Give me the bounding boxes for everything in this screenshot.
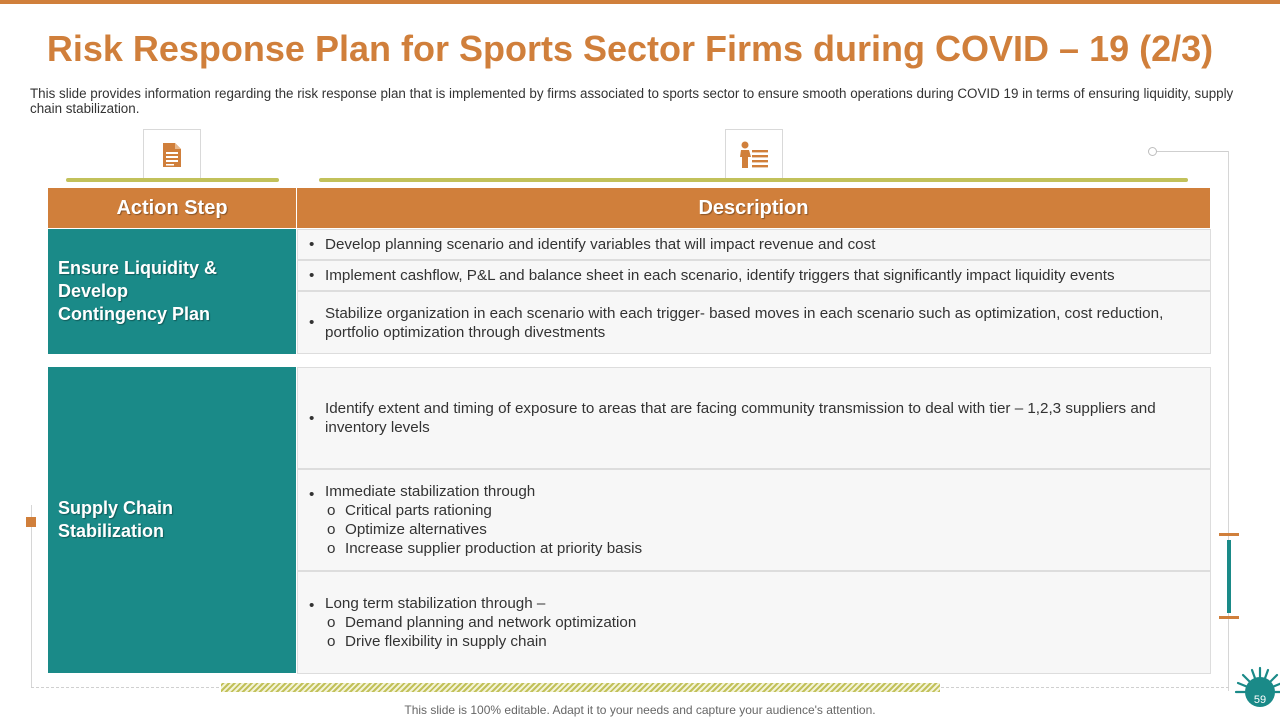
sub-item: o Critical parts rationing bbox=[327, 502, 492, 519]
bullet: • bbox=[309, 486, 315, 503]
presentation-list-icon bbox=[739, 141, 769, 169]
page-badge-icon bbox=[1232, 664, 1280, 720]
description-text: Long term stabilization through – bbox=[325, 595, 546, 612]
bullet: • bbox=[309, 409, 315, 427]
document-icon bbox=[161, 142, 183, 168]
description-text: Stabilize organization in each scenario with each trigger- based moves in each scenario such as optimization, cost reduction, portfolio optimization through divestments bbox=[325, 304, 1164, 341]
description-row bbox=[297, 469, 1211, 571]
action-cell-supply-chain bbox=[48, 367, 296, 673]
decor-square bbox=[26, 517, 36, 527]
top-accent-bar bbox=[0, 0, 1280, 4]
header-description: Description bbox=[297, 188, 1210, 228]
description-row bbox=[297, 571, 1211, 674]
description-text: Develop planning scenario and identify variables that will impact revenue and cost bbox=[325, 236, 876, 253]
bullet: • bbox=[309, 314, 315, 331]
page-number: 59 bbox=[1253, 694, 1267, 706]
bullet: • bbox=[309, 267, 315, 284]
document-icon-box bbox=[143, 129, 201, 179]
sub-item: o Increase supplier production at priority basis bbox=[327, 540, 643, 557]
description-row bbox=[297, 291, 1211, 354]
description-text: Implement cashflow, P&L and balance sheet in each scenario, identify triggers that significantly impact liquidity events bbox=[325, 267, 1115, 284]
bullet: • bbox=[309, 597, 315, 614]
slide-subtitle: This slide provides information regarding the risk response plan that is implemented by firms associated to sports sector to ensure smooth operations during COVID 19 in terms of ensuring liquidity, supply chain stabilization. bbox=[30, 86, 1234, 116]
action-label: Ensure Liquidity & Develop Contingency Plan bbox=[58, 258, 218, 324]
sub-item: o Optimize alternatives bbox=[327, 521, 487, 538]
decor-hatch-bar bbox=[221, 683, 940, 692]
presentation-icon-box bbox=[725, 129, 783, 179]
footer-note: This slide is 100% editable. Adapt it to your needs and capture your audience's attention. bbox=[404, 703, 876, 717]
slide-title: Risk Response Plan for Sports Sector Firms during COVID – 19 (2/3) bbox=[46, 28, 1214, 69]
description-row bbox=[297, 229, 1211, 260]
olive-divider-right bbox=[319, 178, 1188, 182]
sub-item: o Demand planning and network optimization bbox=[327, 614, 637, 631]
sub-item: o Drive flexibility in supply chain bbox=[327, 633, 547, 650]
description-text: Immediate stabilization through bbox=[325, 483, 536, 500]
decor-dot bbox=[1148, 147, 1157, 156]
decor-frame-left bbox=[31, 505, 32, 688]
olive-divider-left bbox=[66, 178, 279, 182]
description-text: Identify extent and timing of exposure to areas that are facing community transmission to deal with tier – 1,2,3 suppliers and inventory levels bbox=[325, 400, 1156, 436]
description-row bbox=[297, 260, 1211, 291]
decor-teal-marker bbox=[1219, 533, 1239, 620]
header-action-step: Action Step bbox=[48, 188, 296, 228]
action-cell-liquidity bbox=[48, 229, 296, 354]
bullet: • bbox=[309, 236, 315, 253]
decor-line bbox=[1156, 151, 1229, 152]
description-row bbox=[297, 367, 1211, 469]
action-label: Supply Chain Stabilization bbox=[58, 498, 174, 541]
